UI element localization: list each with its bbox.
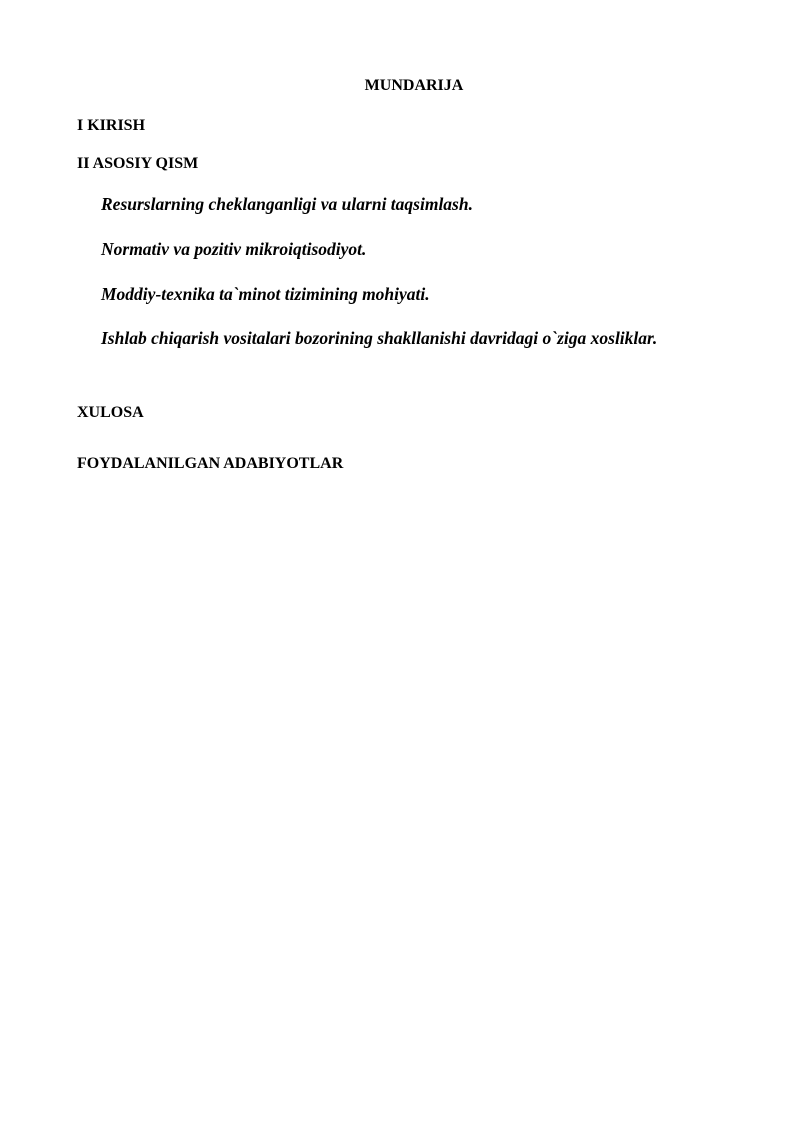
toc-subitem: Ishlab chiqarish vositalari bozorining shakllanishi davridagi o`ziga xosliklar. — [101, 328, 658, 348]
toc-item-main-part: II ASOSIY QISM — [77, 155, 199, 172]
toc-subitem: Normativ va pozitiv mikroiqtisodiyot. — [101, 239, 367, 259]
page-title: MUNDARIJA — [364, 77, 464, 94]
toc-subitem: Moddiy-texnika ta`minot tizimining mohiyati. — [101, 284, 430, 304]
toc-item-references: FOYDALANILGAN ADABIYOTLAR — [77, 455, 344, 472]
toc-item-conclusion: XULOSA — [77, 404, 144, 421]
toc-item-intro: I KIRISH — [77, 117, 146, 134]
toc-subitem: Resurslarning cheklanganligi va ularni taqsimlash. — [101, 194, 473, 214]
